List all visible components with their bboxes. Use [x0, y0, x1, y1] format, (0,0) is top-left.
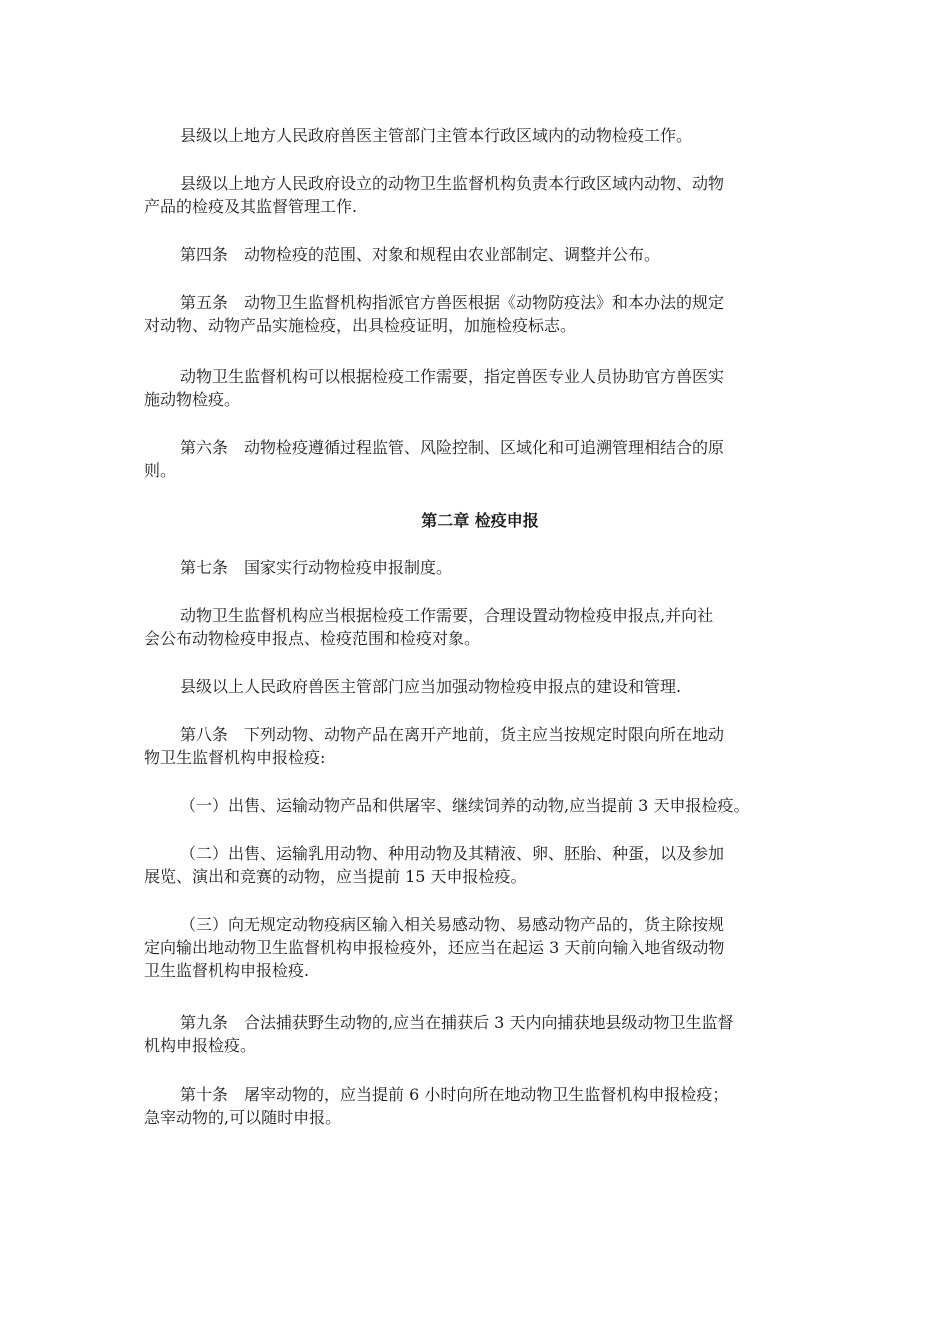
article-5 — [144, 291, 816, 337]
paragraph-local-construction — [144, 675, 816, 698]
article-4 — [144, 243, 816, 266]
text-line: 第五条 动物卫生监督机构指派官方兽医根据《动物防疫法》和本办法的规定 — [180, 293, 725, 312]
article-8 — [144, 723, 816, 769]
text-line: 急宰动物的,可以随时申报。 — [144, 1108, 342, 1127]
text-line: 动物卫生监督机构应当根据检疫工作需要，合理设置动物检疫申报点,并向社 — [180, 606, 714, 625]
article-6 — [144, 436, 816, 482]
text-line: 第九条 合法捕获野生动物的,应当在捕获后 3 天内向捕获地县级动物卫生监督 — [180, 1013, 734, 1032]
chapter-heading: 第二章 检疫申报 — [421, 511, 539, 530]
text-line: 施动物检疫。 — [144, 390, 241, 409]
article-8-item-2 — [144, 842, 816, 888]
text-line: 第六条 动物检疫遵循过程监管、风险控制、区域化和可追溯管理相结合的原 — [180, 438, 725, 457]
text-line: 对动物、动物产品实施检疫，出具检疫证明，加施检疫标志。 — [144, 316, 577, 335]
text-line: 动物卫生监督机构可以根据检疫工作需要，指定兽医专业人员协助官方兽医实 — [180, 367, 725, 386]
text-line: 卫生监督机构申报检疫. — [144, 961, 310, 980]
paragraph-supervision-agency — [144, 172, 816, 218]
text-line: 机构申报检疫。 — [144, 1036, 257, 1055]
article-7 — [144, 556, 816, 579]
text-line: 会公布动物检疫申报点、检疫范围和检疫对象。 — [144, 629, 481, 648]
text-line: 第四条 动物检疫的范围、对象和规程由农业部制定、调整并公布。 — [180, 245, 661, 264]
text-line: （三）向无规定动物疫病区输入相关易感动物、易感动物产品的，货主除按规 — [180, 915, 725, 934]
article-9 — [144, 1011, 816, 1057]
text-line: 第八条 下列动物、动物产品在离开产地前，货主应当按规定时限向所在地动 — [180, 725, 725, 744]
text-line: 县级以上地方人民政府兽医主管部门主管本行政区域内的动物检疫工作。 — [180, 126, 693, 145]
text-line: （二）出售、运输乳用动物、种用动物及其精液、卵、胚胎、种蛋，以及参加 — [180, 844, 725, 863]
text-line: 定向输出地动物卫生监督机构申报检疫外，还应当在起运 3 天前向输入地省级动物 — [144, 938, 725, 957]
text-line: 则。 — [144, 461, 177, 480]
article-8-item-1 — [144, 794, 816, 817]
text-line: 产品的检疫及其监督管理工作. — [144, 197, 358, 216]
text-line: 展览、演出和竞赛的动物，应当提前 15 天申报检疫。 — [144, 867, 527, 886]
text-line: 县级以上人民政府兽医主管部门应当加强动物检疫申报点的建设和管理. — [180, 677, 682, 696]
paragraph-declaration-points — [144, 604, 816, 650]
text-line: 第十条 屠宰动物的，应当提前 6 小时向所在地动物卫生监督机构申报检疫； — [180, 1085, 729, 1104]
paragraph-designated-vets — [144, 365, 816, 411]
text-line: （一）出售、运输动物产品和供屠宰、继续饲养的动物,应当提前 3 天申报检疫。 — [180, 796, 750, 815]
text-line: 第七条 国家实行动物检疫申报制度。 — [180, 558, 453, 577]
text-line: 物卫生监督机构申报检疫: — [144, 748, 326, 767]
article-10 — [144, 1083, 816, 1129]
article-8-item-3 — [144, 913, 816, 982]
paragraph-local-authority — [144, 124, 816, 147]
text-line: 县级以上地方人民政府设立的动物卫生监督机构负责本行政区域内动物、动物 — [180, 174, 725, 193]
